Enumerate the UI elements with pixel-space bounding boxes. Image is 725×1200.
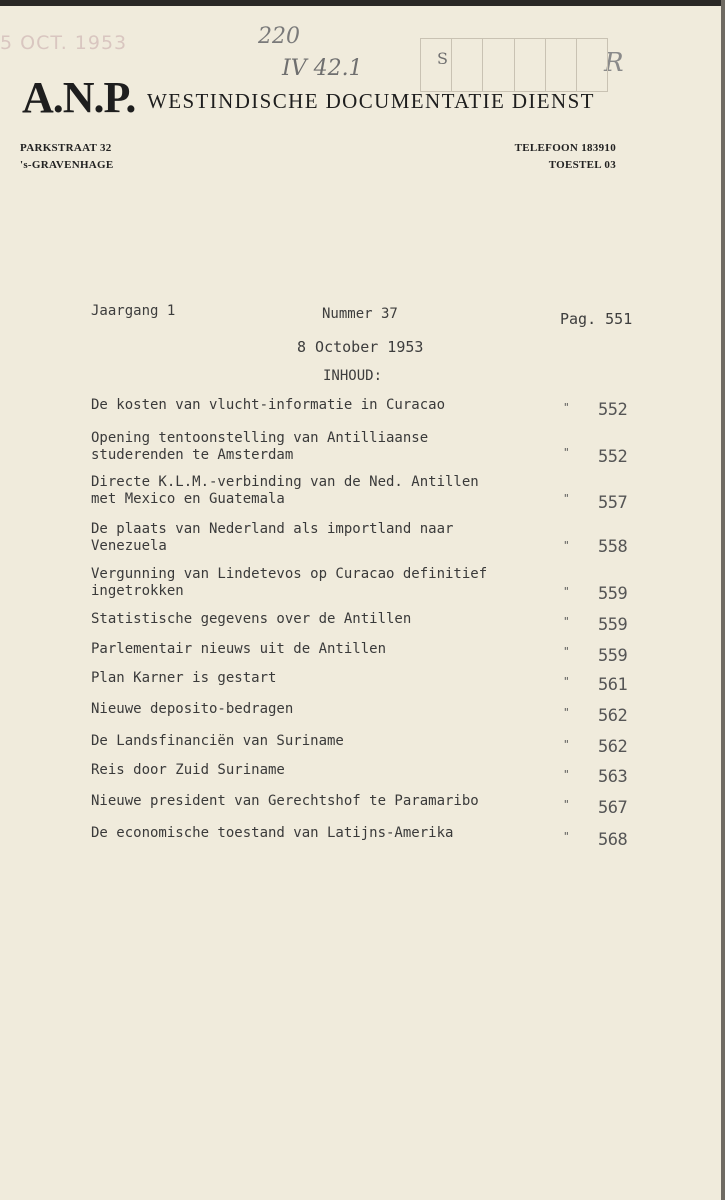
service-name: WESTINDISCHE DOCUMENTATIE DIENST — [147, 89, 595, 113]
toc-page: 552 — [598, 447, 628, 467]
toc-ditto: " — [563, 585, 570, 598]
toc-title: De Landsfinanciën van Suriname — [91, 733, 344, 749]
phone-number: TELEFOON 183910 — [514, 142, 616, 154]
filing-boxes — [420, 38, 608, 92]
handwritten-code: IV 42.1 — [282, 56, 363, 81]
toc-title: De plaats van Nederland als importland naar Venezuela — [91, 521, 454, 554]
address-city: 's-GRAVENHAGE — [20, 159, 114, 171]
toc-page: 562 — [598, 706, 628, 726]
issue-number: Nummer 37 — [322, 306, 398, 322]
contents-heading: INHOUD: — [323, 368, 383, 384]
toc-page: 563 — [598, 767, 628, 787]
toc-title: Opening tentoonstelling van Antilliaanse studerenden te Amsterdam — [91, 430, 429, 463]
toc-ditto: " — [563, 492, 570, 505]
toc-page: 561 — [598, 675, 628, 695]
toc-title: Reis door Zuid Suriname — [91, 762, 285, 778]
received-stamp: 5 OCT. 1953 — [0, 32, 128, 54]
box-letter: S — [437, 49, 448, 68]
toc-ditto: " — [563, 798, 570, 811]
phone-extension: TOESTEL 03 — [548, 159, 616, 171]
toc-ditto: " — [563, 645, 570, 658]
toc-title: Vergunning van Lindetevos op Curacao definitief ingetrokken — [91, 566, 488, 599]
toc-title: Nieuwe deposito-bedragen — [91, 701, 294, 717]
toc-title: Nieuwe president van Gerechtshof te Paramaribo — [91, 793, 479, 809]
filing-box — [546, 39, 577, 91]
filing-box — [483, 39, 514, 91]
toc-page: 562 — [598, 737, 628, 757]
toc-ditto: " — [563, 615, 570, 628]
toc-ditto: " — [563, 401, 570, 414]
filing-box — [452, 39, 483, 91]
toc-title: Directe K.L.M.-verbinding van de Ned. Antillen met Mexico en Guatemala — [91, 474, 479, 507]
anp-logo: A.N.P. — [22, 73, 136, 122]
handwritten-number: 220 — [258, 24, 300, 49]
toc-ditto: " — [563, 830, 570, 843]
toc-title: De economische toestand van Latijns-Amerika — [91, 825, 454, 841]
toc-page: 559 — [598, 615, 628, 635]
toc-ditto: " — [563, 768, 570, 781]
address-street: PARKSTRAAT 32 — [20, 142, 112, 154]
page-number: Pag. 551 — [560, 310, 633, 328]
filing-box — [577, 39, 607, 91]
toc-page: 558 — [598, 537, 628, 557]
toc-title: Parlementair nieuws uit de Antillen — [91, 641, 387, 657]
toc-title: Plan Karner is gestart — [91, 670, 277, 686]
toc-ditto: " — [563, 539, 570, 552]
top-edge — [0, 0, 725, 6]
toc-ditto: " — [563, 446, 570, 459]
toc-page: 567 — [598, 798, 628, 818]
filing-box — [515, 39, 546, 91]
right-edge — [721, 0, 725, 1200]
toc-page: 557 — [598, 493, 628, 513]
toc-page: 559 — [598, 646, 628, 666]
volume-label: Jaargang 1 — [91, 303, 176, 319]
toc-ditto: " — [563, 675, 570, 688]
toc-title: Statistische gegevens over de Antillen — [91, 611, 412, 627]
phone-block — [515, 140, 616, 174]
handwritten-initial: R — [604, 48, 624, 78]
toc-page: 559 — [598, 584, 628, 604]
toc-page: 568 — [598, 830, 628, 850]
address-block — [20, 140, 114, 174]
toc-page: 552 — [598, 400, 628, 420]
issue-date: 8 October 1953 — [297, 338, 424, 356]
toc-title: De kosten van vlucht-informatie in Curacao — [91, 397, 446, 413]
toc-ditto: " — [563, 738, 570, 751]
filing-box — [421, 39, 452, 91]
toc-ditto: " — [563, 706, 570, 719]
